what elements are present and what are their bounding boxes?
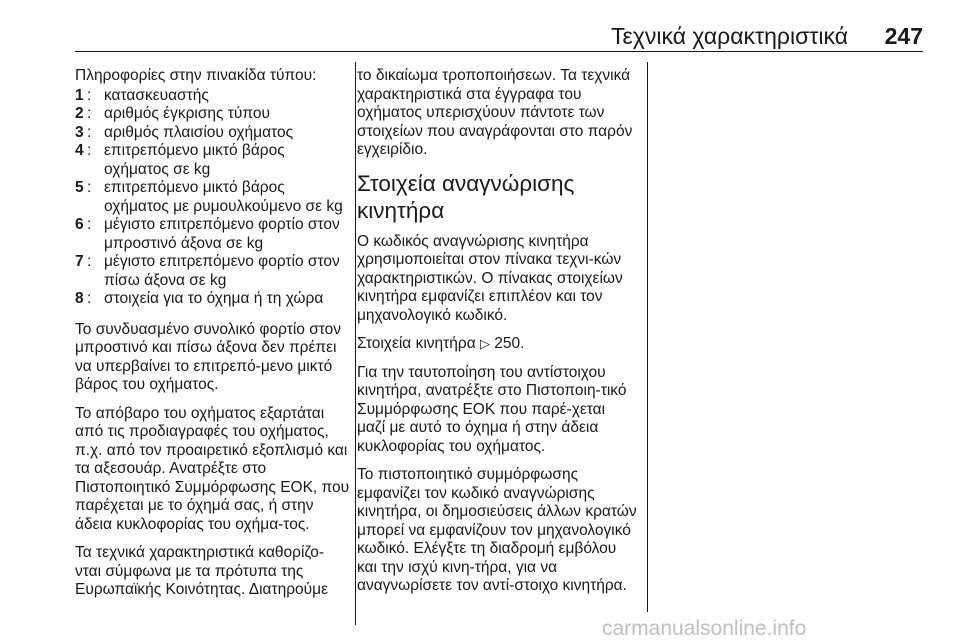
column-divider-right <box>647 62 648 612</box>
list-item-colon: : <box>87 253 92 270</box>
list-item-text: επιτρεπόμενο μικτό βάρος οχήματος σε kg <box>104 142 285 178</box>
engine-id-heading: Στοιχεία αναγνώρισης κινητήρα <box>357 170 575 223</box>
list-item-text: αριθμός έγκρισης τύπου <box>104 105 270 122</box>
list-item-text: αριθμός πλαισίου οχήματος <box>104 123 294 141</box>
list-item-number: 8 <box>75 290 84 307</box>
page-header <box>0 0 960 62</box>
list-item-text: μέγιστο επιτρεπόμενο φορτίο στον πίσω άξονα σε kg <box>104 253 340 289</box>
paragraph-standards: Τα τεχνικά χαρακτηριστικά καθορίζο-νται σύμφωνα με τα πρότυπα της Ευρωπαϊκής Κοινότητας. Διατηρούμε <box>75 544 328 598</box>
list-item-colon: : <box>87 105 92 122</box>
paragraph-modifications: το δικαίωμα τροποποιήσεων. Τα τεχνικά χαρακτηριστικά στα έγγραφα του οχήματος υπερισχύουν πάντοτε των στοιχείων που αναγράφονται στο παρόν εγχειρίδιο. <box>357 67 633 158</box>
list-item-number: 4 <box>75 142 84 159</box>
list-item-colon: : <box>87 123 92 141</box>
list-item <box>75 105 350 124</box>
header-rule <box>75 51 923 52</box>
list-item-colon: : <box>87 142 92 159</box>
plate-info-list <box>75 87 350 309</box>
list-item-text: κατασκευαστής <box>104 86 209 104</box>
column-divider-left <box>355 62 356 625</box>
paragraph-certificate: Το πιστοποιητικό συμμόρφωσης εμφανίζει τον κωδικό αναγνώρισης κινητήρα, οι δημοσιεύσεις άλλων κρατών μπορεί να εμφανίζουν τον μηχανολογικό κωδικό. Ελέγξτε τη διαδρομή εμβόλου και την ισχύ κινη-τήρα, για να αναγνωρίσετε τον αντί-στοιχο κινητήρα. <box>357 466 637 594</box>
list-item-number: 2 <box>75 105 84 122</box>
engine-data-page-link[interactable]: 250. <box>494 335 525 352</box>
list-item <box>75 179 350 216</box>
list-item-colon: : <box>87 86 92 104</box>
list-item-number: 6 <box>75 216 84 233</box>
list-item-number: 3 <box>75 123 84 141</box>
list-item <box>75 216 350 253</box>
list-item <box>75 124 350 143</box>
watermark: carmanualsonline.info <box>602 617 807 640</box>
page-number: 247 <box>884 23 923 49</box>
paragraph-identification: Για την ταυτοποίηση του αντίστοιχου κινητήρα, ανατρέξτε στο Πιστοποιη-τικό Συμμόρφωσης ΕΟΚ που παρέ-χεται μαζί με αυτό το όχημα ή στην άδεια κυκλοφορίας του οχήματος. <box>357 363 627 455</box>
list-item-number: 1 <box>75 86 84 104</box>
list-item-text: επιτρεπόμενο μικτό βάρος οχήματος με ρυμουλκούμενο σε kg <box>104 179 343 215</box>
list-item-number: 5 <box>75 179 84 196</box>
page-ref-arrow-icon: ▷ <box>479 336 490 351</box>
paragraph-curb-weight: Το απόβαρο του οχήματος εξαρτάται από τις προδιαγραφές του οχήματος, π.χ. από τον προαιρετικό εξοπλισμό και τα αξεσουάρ. Ανατρέξτε στο Πιστοποιητικό Συμμόρφωσης ΕΟΚ, που παρέχεται με το όχημά σας, ή στην άδεια κυκλοφορίας του οχήμα-τος. <box>75 404 350 533</box>
paragraph-combined-load: Το συνδυασμένο συνολικό φορτίο στον μπροστινό και πίσω άξονα δεν πρέπει να υπερβαίνει το επιτρεπό-μενο μικτό βάρος του οχήματος. <box>75 320 342 393</box>
paragraph-engine-data-ref <box>357 335 637 354</box>
list-item-text: μέγιστο επιτρεπόμενο φορτίο στον μπροστινό άξονα σε kg <box>104 216 340 252</box>
paragraph-engine-code: Ο κωδικός αναγνώρισης κινητήρα χρησιμοποιείται στον πίνακα τεχνι-κών χαρακτηριστικών. Ο πίνακας στοιχείων κινητήρα εμφανίζει επιπλέον και τον μηχανολογικό κωδικό. <box>357 232 623 324</box>
left-column <box>75 67 350 610</box>
engine-data-ref-text: Στοιχεία κινητήρα <box>357 335 476 352</box>
list-item <box>75 253 350 290</box>
list-item-colon: : <box>87 179 92 196</box>
list-item <box>75 87 350 106</box>
list-item <box>75 142 350 179</box>
list-item-text: στοιχεία για το όχημα ή τη χώρα <box>104 290 324 307</box>
section-title: Τεχνικά χαρακτηριστικά <box>611 23 848 49</box>
right-column <box>357 67 637 606</box>
list-item-colon: : <box>87 216 92 233</box>
plate-intro: Πληροφορίες στην πινακίδα τύπου: <box>75 67 317 84</box>
list-item <box>75 290 350 309</box>
list-item-colon: : <box>87 290 92 307</box>
list-item-number: 7 <box>75 253 84 270</box>
